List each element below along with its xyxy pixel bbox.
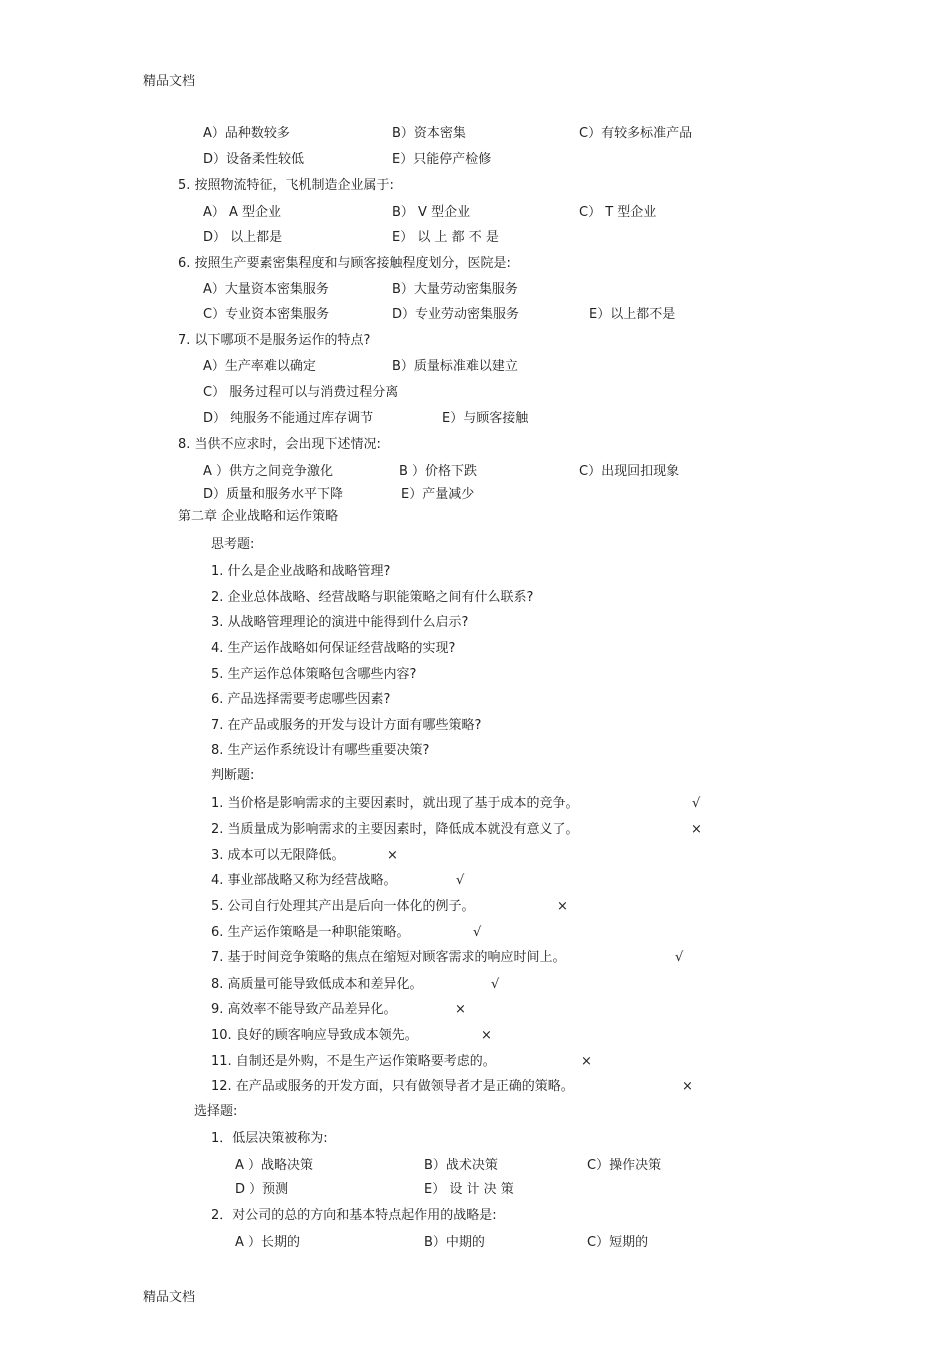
judge-item-mark: × [682,1079,693,1094]
q5-option-d: D） 以上都是 [203,230,283,245]
c1-option-d: D ）预测 [235,1182,289,1197]
judge-item-text: 2. 当质量成为影响需求的主要因素时，降低成本就没有意义了。 [211,822,579,837]
thinking-item: 1. 什么是企业战略和战略管理? [211,564,391,579]
thinking-heading: 思考题: [211,537,255,552]
q7-option-c: C） 服务过程可以与消费过程分离 [203,385,399,400]
q6-stem: 6. 按照生产要素密集程度和与顾客接触程度划分，医院是: [178,256,511,271]
judge-item-text: 9. 高效率不能导致产品差异化。 [211,1002,397,1017]
c1-option-b: B）战术决策 [424,1158,498,1173]
judge-item-mark: √ [456,873,465,888]
q7-stem: 7. 以下哪项不是服务运作的特点? [178,333,371,348]
c2-stem: 2．对公司的总的方向和基本特点起作用的战略是: [211,1208,497,1223]
q4-option-c: C）有较多标准产品 [579,126,693,141]
judge-item-mark: √ [491,977,500,992]
c1-option-a: A ）战略决策 [235,1158,314,1173]
judge-item-mark: × [557,899,568,914]
q6-option-c: C）专业资本密集服务 [203,307,330,322]
q6-option-d: D）专业劳动密集服务 [392,307,520,322]
thinking-item: 2. 企业总体战略、经营战略与职能策略之间有什么联系? [211,590,534,605]
q7-option-a: A）生产率难以确定 [203,359,316,374]
judge-item-mark: × [691,822,702,837]
judge-item-mark: √ [692,796,701,811]
choice-heading: 选择题: [194,1104,238,1119]
q4-option-b: B）资本密集 [392,126,466,141]
q5-option-c: C） T 型企业 [579,205,657,220]
q7-option-e: E）与顾客接触 [442,411,529,426]
q5-option-e: E） 以 上 都 不 是 [392,230,499,245]
q4-option-a: A）品种数较多 [203,126,290,141]
c1-stem: 1．低层决策被称为: [211,1131,328,1146]
q4-option-d: D）设备柔性较低 [203,152,305,167]
c1-option-e: E） 设 计 决 策 [424,1182,514,1197]
c2-option-c: C）短期的 [587,1235,649,1250]
thinking-item: 6. 产品选择需要考虑哪些因素? [211,692,391,707]
judge-item-mark: × [387,848,398,863]
q5-option-b: B） V 型企业 [392,205,471,220]
q5-option-a: A） A 型企业 [203,205,282,220]
q8-option-d: D）质量和服务水平下降 [203,487,344,502]
q8-option-b: B ）价格下跌 [399,464,478,479]
judge-heading: 判断题: [211,768,255,783]
judge-item-mark: × [455,1002,466,1017]
q6-option-b: B）大量劳动密集服务 [392,282,518,297]
c2-option-a: A ）长期的 [235,1235,301,1250]
thinking-item: 7. 在产品或服务的开发与设计方面有哪些策略? [211,718,482,733]
judge-item-text: 3. 成本可以无限降低。 [211,848,345,863]
q8-option-e: E）产量减少 [401,487,475,502]
judge-item-text: 11. 自制还是外购，不是生产运作策略要考虑的。 [211,1054,496,1069]
thinking-item: 5. 生产运作总体策略包含哪些内容? [211,667,417,682]
thinking-item: 3. 从战略管理理论的演进中能得到什么启示? [211,615,469,630]
chapter-title: 第二章 企业战略和运作策略 [178,509,339,524]
q7-option-b: B）质量标准难以建立 [392,359,518,374]
page-header: 精品文档 [143,74,196,89]
c2-option-b: B）中期的 [424,1235,485,1250]
q8-option-c: C）出现回扣现象 [579,464,680,479]
judge-item-mark: √ [473,925,482,940]
q5-stem: 5. 按照物流特征，飞机制造企业属于: [178,178,394,193]
judge-item-text: 12. 在产品或服务的开发方面，只有做领导者才是正确的策略。 [211,1079,574,1094]
judge-item-text: 10. 良好的顾客响应导致成本领先。 [211,1028,418,1043]
judge-item-mark: × [581,1054,592,1069]
judge-item-text: 6. 生产运作策略是一种职能策略。 [211,925,410,940]
judge-item-text: 1. 当价格是影响需求的主要因素时，就出现了基于成本的竞争。 [211,796,579,811]
judge-item-text: 4. 事业部战略又称为经营战略。 [211,873,397,888]
q4-option-e: E）只能停产检修 [392,152,492,167]
q6-option-a: A）大量资本密集服务 [203,282,329,297]
judge-item-mark: √ [675,950,684,965]
q7-option-d: D） 纯服务不能通过库存调节 [203,411,374,426]
q6-option-e: E）以上都不是 [589,307,676,322]
c1-option-c: C）操作决策 [587,1158,662,1173]
q8-option-a: A ）供方之间竞争激化 [203,464,334,479]
judge-item-text: 8. 高质量可能导致低成本和差异化。 [211,977,423,992]
judge-item-text: 5. 公司自行处理其产出是后向一体化的例子。 [211,899,475,914]
thinking-item: 4. 生产运作战略如何保证经营战略的实现? [211,641,456,656]
thinking-item: 8. 生产运作系统设计有哪些重要决策? [211,743,430,758]
judge-item-mark: × [481,1028,492,1043]
q8-stem: 8. 当供不应求时，会出现下述情况: [178,437,381,452]
judge-item-text: 7. 基于时间竞争策略的焦点在缩短对顾客需求的响应时间上。 [211,950,566,965]
page-footer: 精品文档 [143,1290,196,1305]
